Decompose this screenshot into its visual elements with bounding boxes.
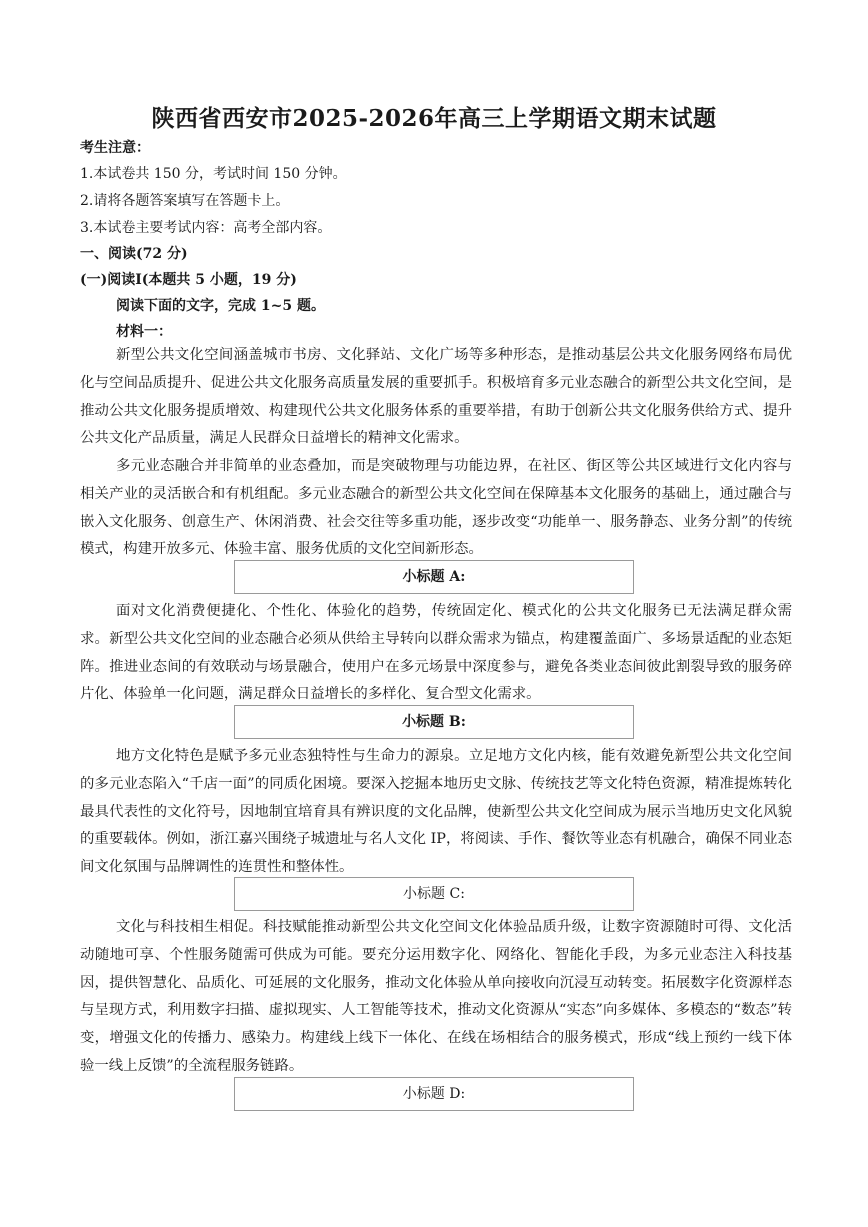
notice-item-3: 3.本试卷主要考试内容：高考全部内容。 <box>80 220 332 236</box>
paragraph-4: 地方文化特色是赋予多元业态独特性与生命力的源泉。立足地方文化内核，能有效避免新型公共文化空间的多元业态陷入“千店一面”的同质化困境。要深入挖掘本地历史文脉、传统技艺等文化特色资源，精准提炼转化最具代表性的文化符号，因地制宜培育具有辨识度的文化品牌，使新型公共文化空间成为展示当地历史文化风貌的重要载体。例如，浙江嘉兴围绕子城遗址与名人文化 IP，将阅读、手作、餐饮等业态有机融合，确保不同业态间文化氛围与品牌调性的连贯性和整体性。 <box>80 748 792 876</box>
subtitle-box-d: 小标题 D: <box>234 1077 634 1111</box>
reading-instruction: 阅读下面的文字，完成 1~5 题。 <box>116 298 325 314</box>
subtitle-box-a: 小标题 A: <box>234 560 634 594</box>
material-label: 材料一： <box>116 324 172 340</box>
notice-heading: 考生注意： <box>80 140 150 156</box>
subsection-heading: (一)阅读Ⅰ(本题共 5 小题，19 分) <box>80 272 297 288</box>
subtitle-box-c: 小标题 C: <box>234 877 634 911</box>
paragraph-2: 多元业态融合并非简单的业态叠加，而是突破物理与功能边界，在社区、街区等公共区域进行文化内容与相关产业的灵活嵌合和有机组配。多元业态融合的新型公共文化空间在保障基本文化服务的基础上，通过融合与嵌入文化服务、创意生产、休闲消费、社会交往等多重功能，逐步改变“功能单一、服务静态、业务分割”的传统模式，构建开放多元、体验丰富、服务优质的文化空间新形态。 <box>80 458 792 558</box>
paragraph-3: 面对文化消费便捷化、个性化、体验化的趋势，传统固定化、模式化的公共文化服务已无法满足群众需求。新型公共文化空间的业态融合必须从供给主导转向以群众需求为锚点，构建覆盖面广、多场景适配的业态矩阵。推进业态间的有效联动与场景融合，使用户在多元场景中深度参与，避免各类业态间彼此割裂导致的服务碎片化、体验单一化问题，满足群众日益增长的多样化、复合型文化需求。 <box>80 603 792 703</box>
subtitle-box-b: 小标题 B: <box>234 705 634 739</box>
notice-item-1: 1.本试卷共 150 分，考试时间 150 分钟。 <box>80 166 347 182</box>
page-title: 陕西省西安市2025-2026年高三上学期语文期末试题 <box>151 105 717 132</box>
paragraph-5: 文化与科技相生相促。科技赋能推动新型公共文化空间文化体验品质升级，让数字资源随时可得、文化活动随地可享、个性服务随需可供成为可能。要充分运用数字化、网络化、智能化手段，为多元业态注入科技基因，提供智慧化、品质化、可延展的文化服务，推动文化体验从单向接收向沉浸互动转变。拓展数字化资源样态与呈现方式，利用数字扫描、虚拟现实、人工智能等技术，推动文化资源从“实态”向多媒体、多模态的“数态”转变，增强文化的传播力、感染力。构建线上线下一体化、在线在场相结合的服务模式，形成“线上预约一线下体验一线上反馈”的全流程服务链路。 <box>80 919 792 1074</box>
paragraph-1: 新型公共文化空间涵盖城市书房、文化驿站、文化广场等多种形态，是推动基层公共文化服务网络布局优化与空间品质提升、促进公共文化服务高质量发展的重要抓手。积极培育多元业态融合的新型公共文化空间，是推动公共文化服务提质增效、构建现代公共文化服务体系的重要举措，有助于创新公共文化服务供给方式、提升公共文化产品质量，满足人民群众日益增长的精神文化需求。 <box>80 347 792 447</box>
notice-item-2: 2.请将各题答案填写在答题卡上。 <box>80 193 290 209</box>
section-heading: 一、阅读(72 分) <box>80 246 188 262</box>
